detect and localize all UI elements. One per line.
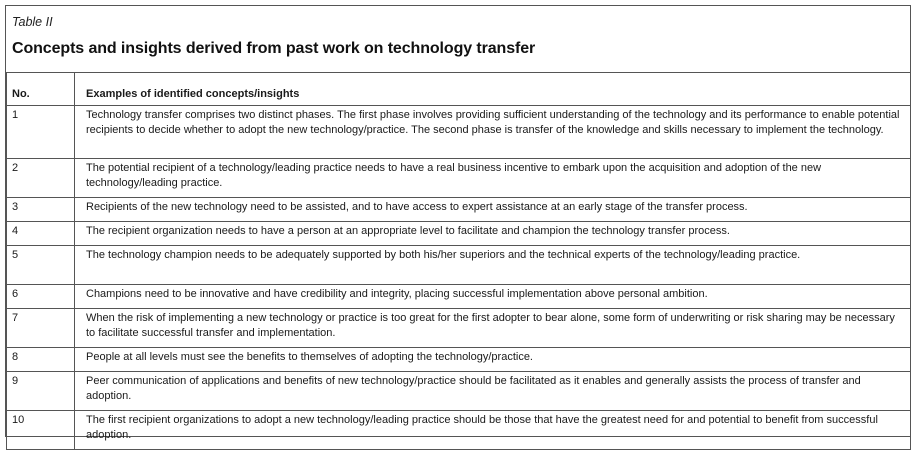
table-row bbox=[7, 285, 911, 309]
row-text: Technology transfer comprises two distinct phases. The first phase involves providing sufficient understanding of the technology and its performance to enable potential recipients to decide whether to adopt the new technology/practice. The second phase is transfer of the knowledge and skills necessary to implement the technology. bbox=[75, 106, 911, 159]
row-number: 1 bbox=[7, 106, 75, 159]
row-text: The first recipient organizations to adopt a new technology/leading practice should be those that have the greatest need for and potential to benefit from successful adoption. bbox=[75, 411, 911, 450]
row-text: Champions need to be innovative and have credibility and integrity, placing successful implementation above personal ambition. bbox=[75, 285, 911, 309]
row-text: The technology champion needs to be adequately supported by both his/her superiors and the technical experts of the technology/leading practice. bbox=[75, 246, 911, 285]
row-number: 8 bbox=[7, 348, 75, 372]
header-row bbox=[7, 73, 911, 106]
row-text: People at all levels must see the benefits to themselves of adopting the technology/practice. bbox=[75, 348, 911, 372]
row-number: 6 bbox=[7, 285, 75, 309]
row-number: 7 bbox=[7, 309, 75, 348]
row-text: The potential recipient of a technology/leading practice needs to have a real business incentive to embark upon the acquisition and adoption of the new technology/leading practice. bbox=[75, 159, 911, 198]
table-row bbox=[7, 198, 911, 222]
row-number: 5 bbox=[7, 246, 75, 285]
column-header-concepts: Examples of identified concepts/insights bbox=[75, 73, 911, 106]
row-number: 4 bbox=[7, 222, 75, 246]
table-row bbox=[7, 309, 911, 348]
row-number: 10 bbox=[7, 411, 75, 450]
table-title: Concepts and insights derived from past work on technology transfer bbox=[12, 40, 536, 57]
table-row bbox=[7, 372, 911, 411]
row-text: Peer communication of applications and benefits of new technology/practice should be facilitated as it enables and generally assists the process of transfer and adoption. bbox=[75, 372, 911, 411]
concepts-table bbox=[6, 72, 911, 450]
row-text: The recipient organization needs to have a person at an appropriate level to facilitate and champion the technology transfer process. bbox=[75, 222, 911, 246]
table-row bbox=[7, 222, 911, 246]
row-text: Recipients of the new technology need to be assisted, and to have access to expert assistance at an early stage of the transfer process. bbox=[75, 198, 911, 222]
table-row bbox=[7, 106, 911, 159]
row-text: When the risk of implementing a new technology or practice is too great for the first adopter to bear alone, some form of underwriting or risk sharing may be necessary to facilitate successful transfer and implementation. bbox=[75, 309, 911, 348]
column-header-no: No. bbox=[7, 73, 75, 106]
table-row bbox=[7, 246, 911, 285]
row-number: 2 bbox=[7, 159, 75, 198]
table-row bbox=[7, 159, 911, 198]
table-row bbox=[7, 348, 911, 372]
table-label: Table II bbox=[12, 15, 53, 29]
row-number: 9 bbox=[7, 372, 75, 411]
row-number: 3 bbox=[7, 198, 75, 222]
